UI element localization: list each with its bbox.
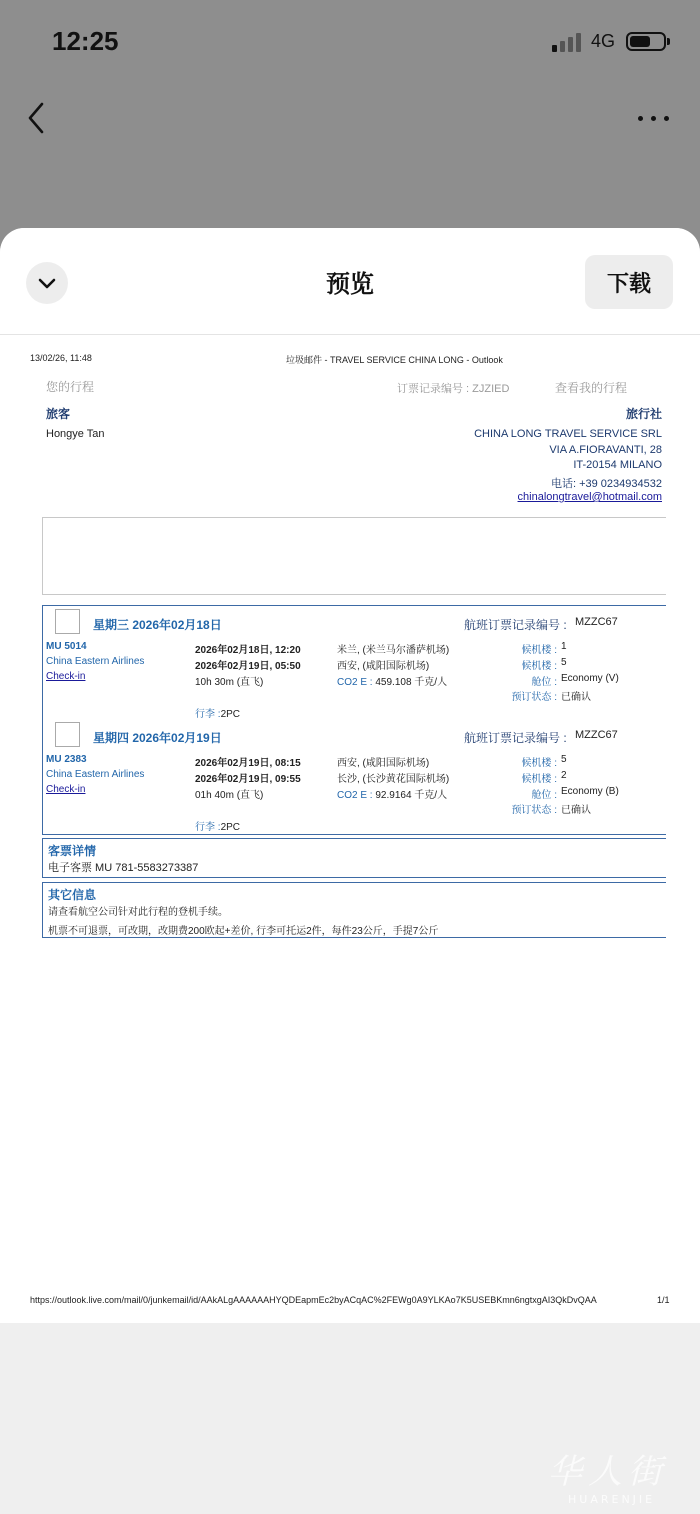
flight-2-arrive-place: 长沙, (长沙黄花国际机场): [337, 774, 450, 785]
sheet-title: 预览: [326, 270, 374, 298]
other-info-line-2: 机票不可退票，可改期，改期费200欧起+差价, 行李可托运2件，每件23公斤，手提7公斤: [48, 926, 439, 937]
ticket-header: 客票详情: [48, 844, 97, 858]
document-page: [0, 335, 700, 1323]
agency-street: VIA A.FIORAVANTI, 28: [549, 444, 662, 456]
more-options-icon[interactable]: [634, 108, 674, 128]
download-button[interactable]: 下载: [585, 255, 673, 309]
flight-1-number: MU 5014: [46, 641, 87, 652]
flight-2-cabin: Economy (B): [561, 786, 619, 797]
sheet-header: [0, 228, 700, 335]
flight-2-arrive-terminal: 2: [561, 770, 567, 781]
flight-2-co2-label: CO2 E :: [337, 790, 373, 801]
passenger-header: 旅客: [46, 407, 71, 421]
flight-2-terminal-label-b: 候机楼 :: [521, 774, 557, 785]
agency-header: 旅行社: [625, 407, 662, 421]
flight-1-terminal-label-b: 候机楼 :: [521, 661, 557, 672]
watermark-subtext: HUARENJIE: [568, 1493, 656, 1506]
flight-1-checkbox[interactable]: [55, 609, 80, 634]
flight-2-terminal-label-a: 候机楼 :: [521, 758, 557, 769]
booking-ref: 订票记录编号 : ZJZIED: [397, 383, 510, 395]
flight-1-status: 已确认: [561, 692, 591, 703]
flight-1-arrive-time: 2026年02月19日, 05:50: [195, 661, 301, 672]
flight-2-record-label: 航班订票记录编号 :: [464, 731, 567, 745]
flight-1-arrive-terminal: 5: [561, 657, 567, 668]
flight-2-record-code: MZZC67: [575, 729, 618, 741]
print-title: 垃圾邮件 - TRAVEL SERVICE CHINA LONG - Outlook: [286, 355, 503, 365]
flight-2-airline: China Eastern Airlines: [46, 769, 145, 780]
flight-2-checkbox[interactable]: [55, 722, 80, 747]
ticket-number: 电子客票 MU 781-5583273387: [48, 862, 199, 874]
page-number: 1/1: [657, 1295, 670, 1305]
flight-1-date: 星期三 2026年02月18日: [93, 618, 222, 632]
print-date: 13/02/26, 11:48: [30, 353, 92, 363]
agency-city: IT-20154 MILANO: [573, 459, 662, 471]
flight-1-checkin-link[interactable]: Check-in: [46, 671, 86, 682]
flight-2-number: MU 2383: [46, 754, 87, 765]
network-type: 4G: [591, 31, 616, 51]
battery-icon: [626, 32, 666, 51]
flight-2-checkin-link[interactable]: Check-in: [46, 784, 86, 795]
flight-1-record-label: 航班订票记录编号 :: [464, 618, 567, 632]
flight-1-depart-terminal: 1: [561, 641, 567, 652]
empty-box: [42, 517, 666, 595]
flight-2-depart-terminal: 5: [561, 754, 567, 765]
flight-1-depart-time: 2026年02月18日, 12:20: [195, 645, 301, 656]
signal-icon: [552, 32, 584, 52]
flight-1-depart-place: 米兰, (米兰马尔潘萨机场): [337, 645, 450, 656]
flight-1-terminal-label-a: 候机楼 :: [521, 645, 557, 656]
back-icon[interactable]: [22, 100, 52, 136]
watermark-logo: [548, 1444, 690, 1504]
flight-2-date: 星期四 2026年02月19日: [93, 731, 222, 745]
flight-2-arrive-time: 2026年02月19日, 09:55: [195, 774, 301, 785]
flight-2-baggage-label: 行李 :: [195, 822, 221, 833]
flight-2-duration: 01h 40m (直飞): [195, 790, 264, 801]
status-time: 12:25: [52, 26, 119, 56]
preview-sheet: [0, 228, 700, 1514]
other-info-header: 其它信息: [48, 888, 97, 902]
agency-email-link[interactable]: chinalongtravel@hotmail.com: [517, 491, 662, 503]
flight-2-status: 已确认: [561, 805, 591, 816]
flight-1-record-code: MZZC67: [575, 616, 618, 628]
flight-1-status-label: 预订状态 :: [511, 692, 557, 703]
agency-phone: 电话: +39 0234934532: [550, 478, 662, 490]
view-trip-link[interactable]: 查看我的行程: [555, 381, 628, 395]
flight-2-status-label: 预订状态 :: [511, 805, 557, 816]
my-trip-label: 您的行程: [46, 380, 95, 394]
footer-url: https://outlook.live.com/mail/0/junkemail/id/AAkALgAAAAAAHYQDEapmEc2byACqAC%2FEWg0A9YLKAo7K5USEBKmn6ngtxgAI3QkDvQAA: [30, 1295, 597, 1305]
flight-1-co2-label: CO2 E :: [337, 677, 373, 688]
flight-2-co2-value: 92.9164 千克/人: [375, 790, 448, 801]
flight-2-cabin-label: 舱位 :: [531, 790, 557, 801]
flight-1-baggage-label: 行李 :: [195, 709, 221, 720]
flight-1-airline: China Eastern Airlines: [46, 656, 145, 667]
flight-2-baggage: 2PC: [220, 822, 241, 833]
passenger-name: Hongye Tan: [46, 428, 105, 440]
flight-1-co2-value: 459.108 千克/人: [375, 677, 448, 688]
flight-1-cabin-label: 舱位 :: [531, 677, 557, 688]
flight-2-depart-time: 2026年02月19日, 08:15: [195, 758, 301, 769]
agency-name: CHINA LONG TRAVEL SERVICE SRL: [474, 428, 662, 440]
status-bar: [0, 0, 700, 90]
flight-1-cabin: Economy (V): [561, 673, 619, 684]
flight-1-arrive-place: 西安, (咸阳国际机场): [337, 661, 430, 672]
flight-1-baggage: 2PC: [220, 709, 241, 720]
other-info-line-1: 请查看航空公司针对此行程的登机手续。: [48, 907, 228, 918]
flight-1-duration: 10h 30m (直飞): [195, 677, 264, 688]
flight-2-depart-place: 西安, (咸阳国际机场): [337, 758, 430, 769]
watermark-text: 华人街: [548, 1452, 668, 1492]
